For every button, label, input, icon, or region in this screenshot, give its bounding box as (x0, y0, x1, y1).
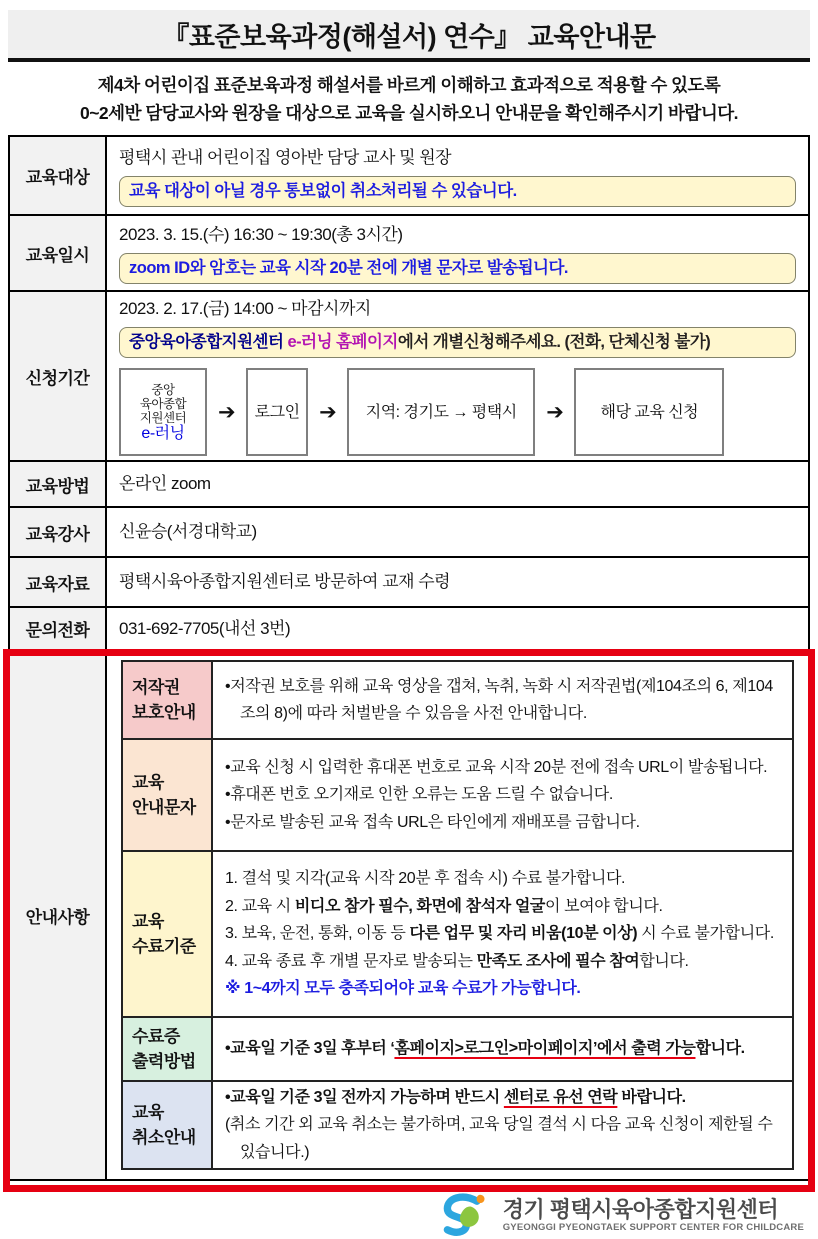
row-application-period (10, 290, 808, 460)
notice-row-cancel (123, 1080, 792, 1168)
cell-education-datetime (107, 216, 808, 290)
cancel-label-line2: 취소안내 (132, 1128, 196, 1147)
cell-instructor (107, 508, 808, 556)
intro-line-1: 제4차 어린이집 표준보육과정 해설서를 바르게 이해하고 효과적으로 적용할 수 있도록 (97, 75, 721, 95)
sms-line: •문자로 발송된 교육 접속 URL은 타인에게 재배포를 금합니다. (225, 813, 640, 831)
flow-step-login: 로그인 (246, 368, 308, 456)
label-education-datetime: 교육일시 (10, 216, 107, 290)
sms-line: •휴대폰 번호 오기재로 인한 오류는 도움 드릴 수 없습니다. (225, 786, 613, 804)
label-inquiry-phone: 문의전화 (10, 608, 107, 649)
completion-line: 3. 보육, 운전, 통화, 이동 등 다른 업무 및 자리 비움(10분 이상) 시 수료 불가합니다. (225, 925, 774, 943)
label-instructor: 교육강사 (10, 508, 107, 556)
sms-label-line1: 교육 (132, 773, 164, 792)
label-education-method: 교육방법 (10, 462, 107, 506)
label-copyright-protection (123, 662, 213, 738)
completion-label-line2: 수료기준 (132, 937, 196, 956)
row-inquiry-phone (10, 606, 808, 649)
completion-note-line: ※ 1~4까지 모두 충족되어야 교육 수료가 가능합니다. (225, 980, 581, 998)
materials-text: 평택시육아종합지원센터로 방문하여 교재 수령 (119, 572, 451, 591)
label-materials: 교육자료 (10, 558, 107, 606)
label-application-period: 신청기간 (10, 292, 107, 460)
cancel-label-line1: 교육 (132, 1103, 164, 1122)
sms-line: •교육 신청 시 입력한 휴대폰 번호로 교육 시작 20분 전에 접속 URL이 발송됩니다. (225, 758, 768, 776)
completion-line: 1. 결석 및 지각(교육 시작 20분 후 접속 시) 수료 불가합니다. (225, 870, 626, 888)
completion-line: 4. 교육 종료 후 개별 문자로 발송되는 만족도 조사에 필수 참여합니다. (225, 952, 689, 970)
flow-arrow-icon: ➔ (218, 400, 236, 424)
target-text: 평택시 관내 어린이집 영아반 담당 교사 및 원장 (119, 147, 452, 167)
page-title: 『표준보육과정(해설서) 연수』 교육안내문 (162, 21, 656, 52)
cell-notices (107, 651, 808, 1179)
label-notices: 안내사항 (10, 651, 107, 1179)
flow-arrow-icon: ➔ (546, 400, 564, 424)
copyright-line: •저작권 보호를 위해 교육 영상을 갭쳐, 녹취, 녹화 시 저작권법(제104조의 6, 제104조의 8)에 따라 처벌받을 수 있음을 사전 안내합니다. (225, 677, 773, 722)
method-text: 온라인 zoom (119, 474, 211, 493)
completion-label-line1: 교육 (132, 912, 164, 931)
phone-text: 031-692-7705(내선 3번) (119, 618, 291, 638)
notice-row-completion (123, 850, 792, 1016)
sms-content (213, 740, 792, 850)
label-certificate-print (123, 1018, 213, 1080)
zoom-id-note: zoom ID와 암호는 교육 시작 20분 전에 개별 문자로 발송됩니다. (119, 253, 796, 284)
notice-row-sms (123, 738, 792, 850)
copyright-content (213, 662, 792, 738)
row-notices (10, 649, 808, 1179)
cancel-line: •교육일 기준 3일 전까지 가능하며 반드시 센터로 유선 연락 바랍니다. (225, 1088, 686, 1106)
cell-education-target (107, 137, 808, 214)
flow-step1-line2: 육아종합 (139, 397, 187, 411)
certificate-line: •교육일 기준 3일 후부터 ‘홈페이지>로그인>마이페이지’에서 출력 가능합니다. (225, 1040, 745, 1058)
intro-paragraph (8, 71, 810, 127)
label-education-sms (123, 740, 213, 850)
notice-row-certificate (123, 1016, 792, 1080)
certificate-label-line2: 출력방법 (132, 1052, 196, 1071)
target-warning-note: 교육 대상이 아닐 경우 통보없이 취소처리될 수 있습니다. (119, 176, 796, 207)
info-table (8, 135, 810, 1181)
apply-site-note: 중앙육아종합지원센터 e-러닝 홈페이지에서 개별신청해주세요. (전화, 단체신청 불가) (119, 327, 796, 358)
flow-step-apply: 해당 교육 신청 (574, 368, 724, 456)
organization-name-ko: 경기 평택시육아종합지원센터 (502, 1196, 779, 1222)
flow-step1-elearning: e-러닝 (141, 425, 185, 442)
instructor-text: 신윤승(서경대학교) (119, 522, 257, 541)
center-logo-icon (434, 1191, 494, 1239)
datetime-text: 2023. 3. 15.(수) 16:30 ~ 19:30(총 3시간) (119, 225, 403, 244)
document-title-bar (8, 10, 810, 62)
organization-name-block (503, 1198, 804, 1233)
row-education-method (10, 460, 808, 506)
certificate-content (213, 1018, 792, 1080)
label-education-target: 교육대상 (10, 137, 107, 214)
application-flow-diagram (119, 368, 796, 456)
flow-arrow-icon: ➔ (319, 400, 337, 424)
copyright-label-line2: 보호안내 (132, 703, 196, 722)
flow-step1-line1: 중앙 (151, 383, 175, 397)
completion-line: 2. 교육 시 비디오 참가 필수, 화면에 참석자 얼굴이 보여야 합니다. (225, 897, 663, 915)
organization-name-en: GYEONGGI PYEONGTAEK SUPPORT CENTER FOR CHILDCARE (502, 1221, 804, 1233)
label-completion-criteria (123, 852, 213, 1016)
apply-period-text: 2023. 2. 17.(금) 14:00 ~ 마감시까지 (119, 299, 371, 318)
flow-step-region: 지역: 경기도 → 평택시 (347, 368, 535, 456)
row-instructor (10, 506, 808, 556)
intro-line-2: 0~2세반 담당교사와 원장을 대상으로 교육을 실시하오니 안내문을 확인해주시기 바랍니다. (79, 103, 739, 123)
flow-step1-line3: 지원센터 (139, 411, 187, 425)
footer (0, 1191, 804, 1239)
certificate-label-line1: 수료증 (132, 1027, 180, 1046)
copyright-label-line1: 저작권 (132, 678, 180, 697)
notice-row-copyright (123, 662, 792, 738)
flow-step-elearning-site (119, 368, 207, 456)
label-cancel-guide (123, 1082, 213, 1168)
sms-label-line2: 안내문자 (132, 798, 196, 817)
cancel-line: (취소 기간 외 교육 취소는 불가하며, 교육 당일 결석 시 다음 교육 신청이 제한될 수 있습니다.) (225, 1116, 773, 1161)
completion-content (213, 852, 792, 1016)
cancel-content (213, 1082, 792, 1168)
row-education-datetime (10, 214, 808, 290)
notices-table (121, 660, 794, 1170)
cell-inquiry-phone (107, 608, 808, 649)
row-materials (10, 556, 808, 606)
cell-materials (107, 558, 808, 606)
cell-application-period (107, 292, 808, 460)
cell-education-method (107, 462, 808, 506)
row-education-target (10, 137, 808, 214)
